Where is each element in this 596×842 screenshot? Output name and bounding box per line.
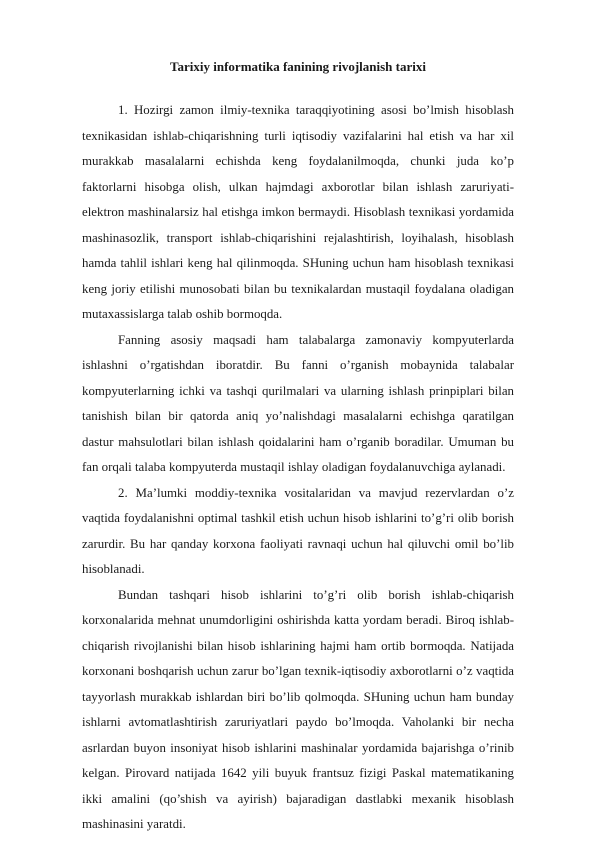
paragraph-2: Fanning asosiy maqsadi ham talabalarga zamonaviy kompyuterlarda ishlashni o’rgatishdan iboratdir. Bu fanni o’rganish mobaynida talabalar kompyuterlarning ichki va tashqi qurilmalari va ularning ishlash prinpiplari bilan tanishish bilan bir qatorda aniq yo’nalishdagi masalalarni echishga qaratilgan dastur mahsulotlari bilan ishlash qoidalarini ham o’rganib boradilar. Umuman bu fan orqali talaba kompyuterda mustaqil ishlay oladigan foydalanuvchiga aylanadi. — [82, 332, 514, 474]
paragraph-3: 2. Ma’lumki moddiy-texnika vositalaridan va mavjud rezervlardan o’z vaqtida foydalanishni optimal tashkil etish uchun hisob ishlarini to’g’ri olib borish zarurdir. Bu har qanday korxona faoliyati ravnaqi uchun hal qiluvchi omil bo’lib hisoblanadi. — [82, 485, 514, 576]
document-page — [82, 58, 514, 838]
document-title: Tarixiy informatika fanining rivojlanish tarixi — [170, 59, 426, 74]
paragraph-1: 1. Hozirgi zamon ilmiy-texnika taraqqiyotining asosi bo’lmish hisoblash texnikasidan ishlab-chiqarishning turli iqtisodiy vazifalarini hal etish va har xil murakkab masalalarni echishda keng foydalanilmoqda, chunki juda ko’p faktorlarni hisobga olish, ulkan hajmdagi axborotlar bilan ishlash zaruriyati- elektron mashinalarsiz hal etishga imkon bermaydi. Hisoblash texnikasi yordamida mashinasozlik, transport ishlab-chiqarishini rejalashtirish, loyihalash, hisoblash hamda tahlil ishlari keng hal qilinmoqda. SHuning uchun ham hisoblash texnikasi keng joriy etilishi munosobati bilan bu texnikalardan mustaqil foydalana oladigan mutaxassislarga talab oshib bormoqda. — [82, 103, 514, 321]
paragraph-4: Bundan tashqari hisob ishlarini to’g’ri olib borish ishlab-chiqarish korxonalarida mehnat unumdorligini oshirishda katta yordam beradi. Biroq ishlab-chiqarish rivojlanishi bilan hisob ishlarining hajmi ham ortib bormoqda. Natijada korxonani boshqarish uchun zarur bo’lgan texnik-iqtisodiy axborotlarni o’z vaqtida tayyorlash murakkab ishlardan biri bo’lib qolmoqda. SHuning uchun ham bunday ishlarni avtomatlashtirish zaruriyatlari paydo bo’lmoqda. Vaholanki bir necha asrlardan buyon insoniyat hisob ishlarini mashinalar yordamida bajarishga o’rinib kelgan. Pirovard natijada 1642 yili buyuk frantsuz fizigi Paskal matematikaning ikki amalini (qo’shish va ayirish) bajaradigan dastlabki mexanik hisoblash mashinasini yaratdi. — [82, 587, 514, 831]
